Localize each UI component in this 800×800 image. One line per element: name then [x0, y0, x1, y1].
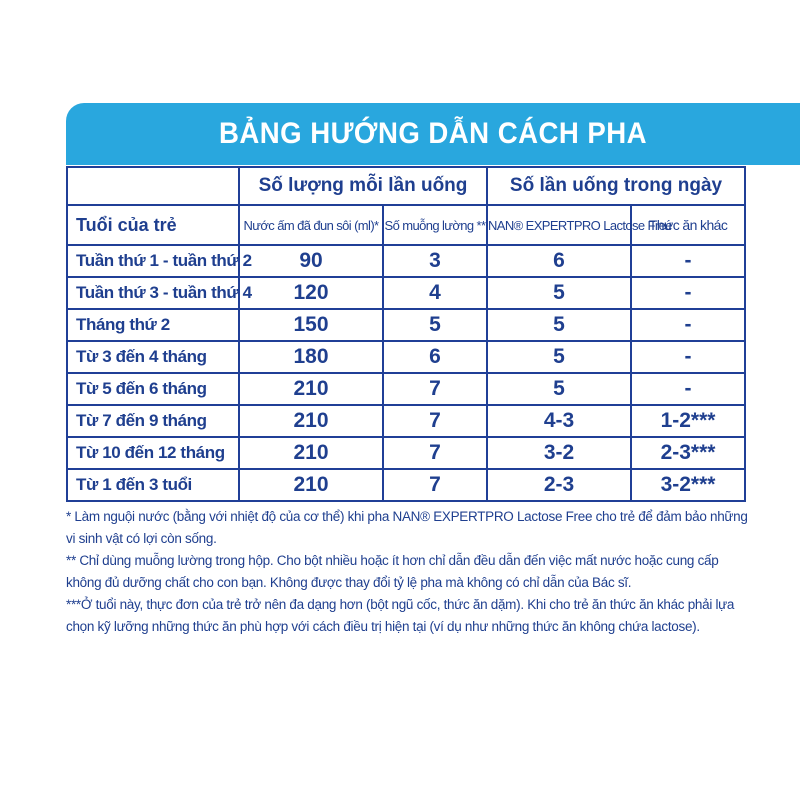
row-age: Từ 3 đến 4 tháng: [67, 341, 239, 373]
row-water: 210: [239, 469, 383, 501]
row-water: 120: [239, 277, 383, 309]
header-amount-per-feeding: Số lượng mỗi lần uống: [239, 167, 487, 205]
row-other: -: [631, 341, 745, 373]
row-water: 90: [239, 245, 383, 277]
header-child-age: Tuổi của trẻ: [67, 205, 239, 245]
row-age: Từ 5 đến 6 tháng: [67, 373, 239, 405]
header-water-ml: Nước ấm đã đun sôi (ml)*: [239, 205, 383, 245]
row-nan: 5: [487, 309, 631, 341]
row-age: Tháng thứ 2: [67, 309, 239, 341]
row-scoops: 7: [383, 373, 487, 405]
row-nan: 2-3: [487, 469, 631, 501]
row-age: Từ 1 đến 3 tuổi: [67, 469, 239, 501]
row-nan: 6: [487, 245, 631, 277]
mixing-guide-table: [66, 166, 746, 502]
row-water: 180: [239, 341, 383, 373]
header-blank-cell: [67, 167, 239, 205]
table-row: [67, 373, 745, 405]
row-other: -: [631, 277, 745, 309]
header-row-columns: [67, 205, 745, 245]
table-row: [67, 437, 745, 469]
table-row: [67, 469, 745, 501]
row-nan: 5: [487, 341, 631, 373]
footnote-water: * Làm nguội nước (bằng với nhiệt độ của cơ thể) khi pha NAN® EXPERTPRO Lactose Free cho trẻ để đảm bảo những vi sinh vật có lợi còn sống.: [66, 509, 748, 546]
row-water: 210: [239, 405, 383, 437]
row-age: Từ 7 đến 9 tháng: [67, 405, 239, 437]
table-row: [67, 309, 745, 341]
table-row: [67, 245, 745, 277]
row-scoops: 4: [383, 277, 487, 309]
row-scoops: 6: [383, 341, 487, 373]
row-other: -: [631, 373, 745, 405]
header-row-groups: [67, 167, 745, 205]
row-scoops: 3: [383, 245, 487, 277]
row-nan: 4-3: [487, 405, 631, 437]
row-scoops: 7: [383, 469, 487, 501]
row-scoops: 7: [383, 405, 487, 437]
row-age: Tuần thứ 3 - tuần thứ 4: [67, 277, 239, 309]
footnote-other-food: ***Ở tuổi này, thực đơn của trẻ trở nên đa dạng hơn (bột ngũ cốc, thức ăn dặm). Khi cho trẻ ăn thức ăn khác phải lựa chọn kỹ lưỡng những thức ăn phù hợp với cách điều trị hiện tại (ví dụ như những thức ăn không chứa lactose).: [66, 597, 735, 634]
row-other: -: [631, 309, 745, 341]
row-water: 210: [239, 373, 383, 405]
header-nan-expertpro: NAN® EXPERTPRO Lactose Free: [487, 205, 631, 245]
row-other: 2-3***: [631, 437, 745, 469]
row-other: 3-2***: [631, 469, 745, 501]
row-age: Từ 10 đến 12 tháng: [67, 437, 239, 469]
row-nan: 3-2: [487, 437, 631, 469]
row-age: Tuần thứ 1 - tuần thứ 2: [67, 245, 239, 277]
row-scoops: 5: [383, 309, 487, 341]
row-nan: 5: [487, 277, 631, 309]
table-row: [67, 277, 745, 309]
footnotes: [66, 506, 756, 638]
header-other-food: Thức ăn khác: [631, 205, 745, 245]
footnote-scoop: ** Chỉ dùng muỗng lường trong hộp. Cho bột nhiều hoặc ít hơn chỉ dẫn đều dẫn đến việc mất nước hoặc cung cấp không đủ dưỡng chất cho con bạn. Không được thay đổi tỷ lệ pha mà không có chỉ dẫn của Bác sĩ.: [66, 553, 719, 590]
row-water: 210: [239, 437, 383, 469]
table-row: [67, 341, 745, 373]
row-nan: 5: [487, 373, 631, 405]
header-scoops: Số muỗng lường **: [383, 205, 487, 245]
table-row: [67, 405, 745, 437]
row-other: -: [631, 245, 745, 277]
row-scoops: 7: [383, 437, 487, 469]
header-feedings-per-day: Số lần uống trong ngày: [487, 167, 745, 205]
row-water: 150: [239, 309, 383, 341]
page-title: BẢNG HƯỚNG DẪN CÁCH PHA: [218, 117, 648, 150]
row-other: 1-2***: [631, 405, 745, 437]
